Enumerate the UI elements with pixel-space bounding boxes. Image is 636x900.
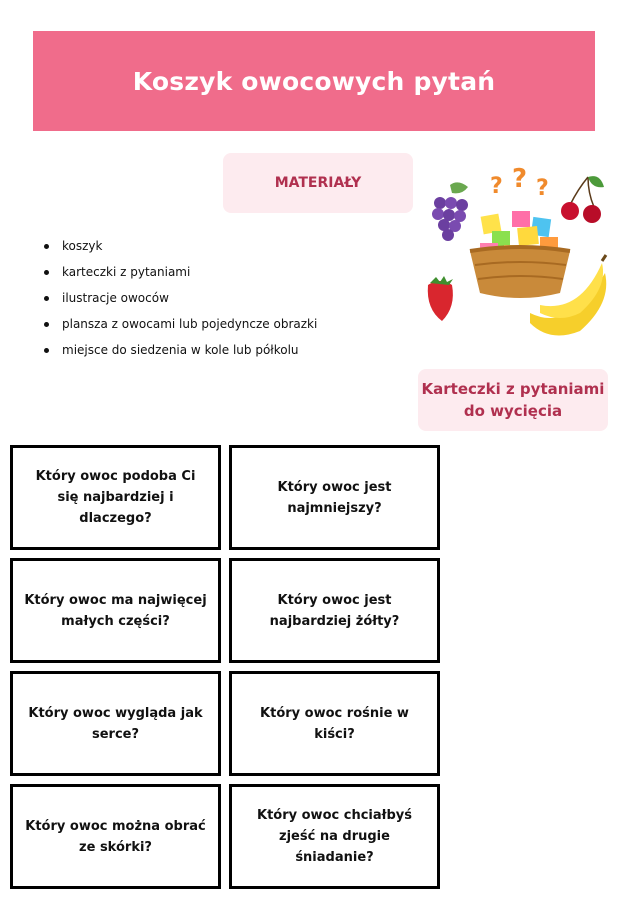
list-item <box>40 285 317 311</box>
list-item <box>40 259 317 285</box>
svg-text:?: ? <box>536 176 549 201</box>
svg-text:?: ? <box>512 164 528 194</box>
list-item-text: ilustracje owoców <box>62 291 169 305</box>
bullet-icon <box>44 270 49 275</box>
page-title: Koszyk owocowych pytań <box>132 66 496 96</box>
list-item <box>40 337 317 363</box>
bullet-icon <box>44 296 49 301</box>
cherries-icon <box>561 176 604 223</box>
list-item <box>40 311 317 337</box>
question-cards-grid <box>10 445 440 889</box>
question-marks-icon <box>490 164 549 201</box>
svg-text:?: ? <box>490 174 503 199</box>
list-item <box>40 233 317 259</box>
list-item-text: plansza z owocami lub pojedyncze obrazki <box>62 317 318 331</box>
materials-heading-box <box>223 153 413 213</box>
cards-heading-box <box>418 369 608 431</box>
list-item-text: miejsce do siedzenia w kole lub półkolu <box>62 343 299 357</box>
question-card: Który owoc podoba Ci się najbardziej i dlaczego? <box>10 445 221 550</box>
list-item-text: karteczki z pytaniami <box>62 265 191 279</box>
question-card: Który owoc jest najmniejszy? <box>229 445 440 550</box>
strawberry-icon <box>428 276 453 321</box>
materials-heading: MATERIAŁY <box>274 175 362 191</box>
question-card: Który owoc ma najwięcej małych części? <box>10 558 221 663</box>
basket-icon <box>470 211 570 298</box>
bullet-icon <box>44 322 49 327</box>
question-card: Który owoc chciałbyś zjeść na drugie śniadanie? <box>229 784 440 889</box>
bullet-icon <box>44 244 49 249</box>
title-banner <box>33 31 595 131</box>
cards-heading-line2: do wycięcia <box>463 402 563 420</box>
bullet-icon <box>44 348 49 353</box>
question-card: Który owoc wygląda jak serce? <box>10 671 221 776</box>
list-item-text: koszyk <box>62 239 103 253</box>
grapes-icon <box>432 182 468 241</box>
materials-list <box>40 233 317 363</box>
question-card: Który owoc rośnie w kiści? <box>229 671 440 776</box>
fruit-basket-illustration <box>420 163 615 343</box>
question-card: Który owoc można obrać ze skórki? <box>10 784 221 889</box>
question-card: Który owoc jest najbardziej żółty? <box>229 558 440 663</box>
cards-heading-line1: Karteczki z pytaniami <box>421 380 605 398</box>
